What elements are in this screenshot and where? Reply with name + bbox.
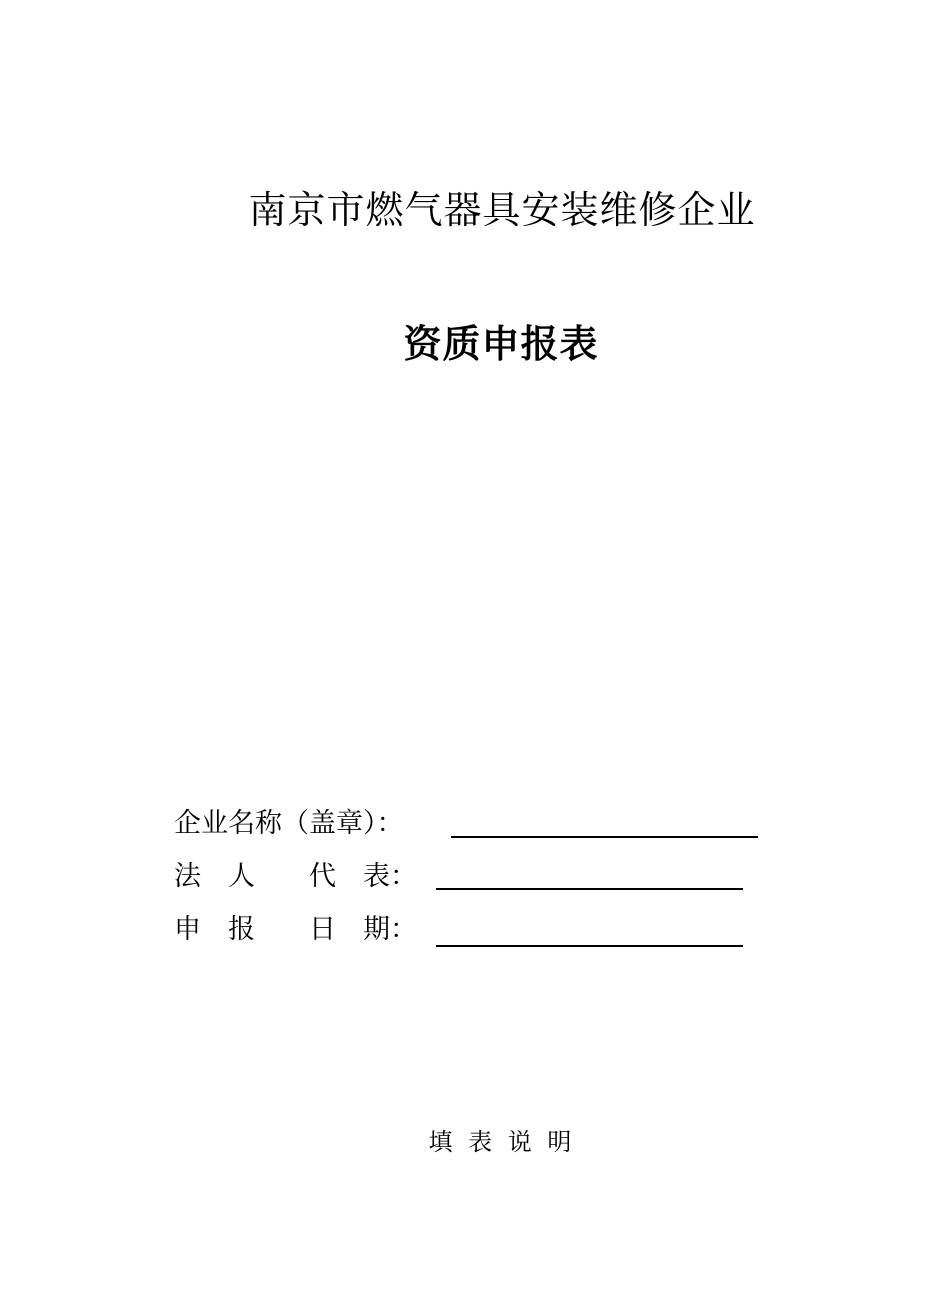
- field-row-company-name: [174, 802, 794, 855]
- form-title: 资质申报表: [403, 321, 599, 366]
- company-name-label: 企业名称（盖章）：: [174, 808, 404, 839]
- application-date-blank[interactable]: [436, 945, 743, 947]
- legal-representative-blank[interactable]: [436, 888, 743, 890]
- applicant-fields: [174, 802, 794, 961]
- company-name-blank[interactable]: [451, 836, 758, 838]
- document-title: 南京市燃气器具安装维修企业: [248, 188, 756, 232]
- legal-representative-label: 法 人 代 表：: [174, 861, 417, 892]
- field-row-application-date: [174, 908, 794, 961]
- application-date-label: 申 报 日 期：: [174, 914, 417, 945]
- field-row-legal-representative: [174, 855, 794, 908]
- instructions-heading: 填 表 说 明: [428, 1128, 572, 1156]
